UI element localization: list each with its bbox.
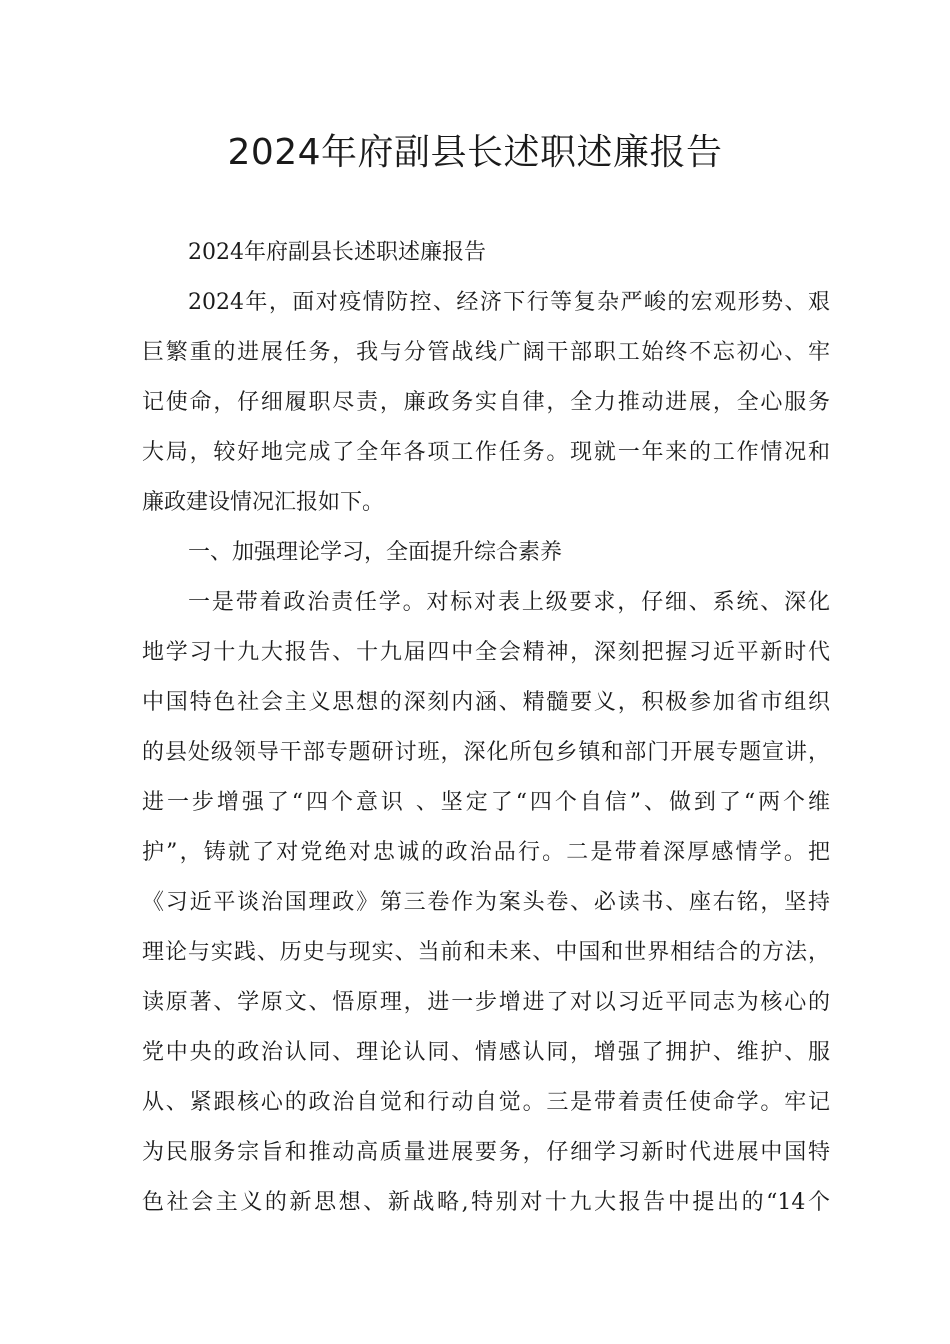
paragraph-line: 的县处级领导干部专题研讨班，深化所包乡镇和部门开展专题宣讲， [142,740,830,765]
subtitle-line: 2024年府副县长述职述廉报告 [188,240,486,265]
paragraph-line: 地学习十九大报告、十九届四中全会精神，深刻把握习近平新时代 [142,640,830,665]
paragraph-line: 护”，铸就了对党绝对忠诚的政治品行。二是带着深厚感情学。把 [142,840,830,865]
paragraph-line: 《习近平谈治国理政》第三卷作为案头卷、必读书、座右铭，坚持 [142,890,830,915]
paragraph-line: 2024年，面对疫情防控、经济下行等复杂严峻的宏观形势、艰 [188,290,830,315]
paragraph-line: 进一步增强了“四个意识 、坚定了“四个自信”、做到了“两个维 [142,790,830,815]
document-title: 2024年府副县长述职述廉报告 [227,132,723,173]
paragraph-line: 从、紧跟核心的政治自觉和行动自觉。三是带着责任使命学。牢记 [142,1090,830,1115]
paragraph-line: 党中央的政治认同、理论认同、情感认同，增强了拥护、维护、服 [142,1040,830,1065]
paragraph-line: 记使命，仔细履职尽责，廉政务实自律，全力推动进展，全心服务 [142,390,830,415]
paragraph-line: 中国特色社会主义思想的深刻内涵、精髓要义，积极参加省市组织 [142,690,830,715]
paragraph-line: 廉政建设情况汇报如下。 [142,490,385,515]
paragraph-line: 巨繁重的进展任务，我与分管战线广阔干部职工始终不忘初心、牢 [142,340,830,365]
paragraph-line: 为民服务宗旨和推动高质量进展要务，仔细学习新时代进展中国特 [142,1140,830,1165]
paragraph-line: 一是带着政治责任学。对标对表上级要求，仔细、系统、深化 [188,590,830,615]
paragraph-line: 理论与实践、历史与现实、当前和未来、中国和世界相结合的方法， [142,940,830,965]
paragraph-line: 大局，较好地完成了全年各项工作任务。现就一年来的工作情况和 [142,440,830,465]
section-heading: 一、加强理论学习，全面提升综合素养 [188,540,563,565]
document-body [142,228,830,1228]
paragraph-line: 色社会主义的新思想、新战略,特别对十九大报告中提出的“14个 [142,1190,830,1215]
paragraph-line: 读原著、学原文、悟原理，进一步增进了对以习近平同志为核心的 [142,990,830,1015]
